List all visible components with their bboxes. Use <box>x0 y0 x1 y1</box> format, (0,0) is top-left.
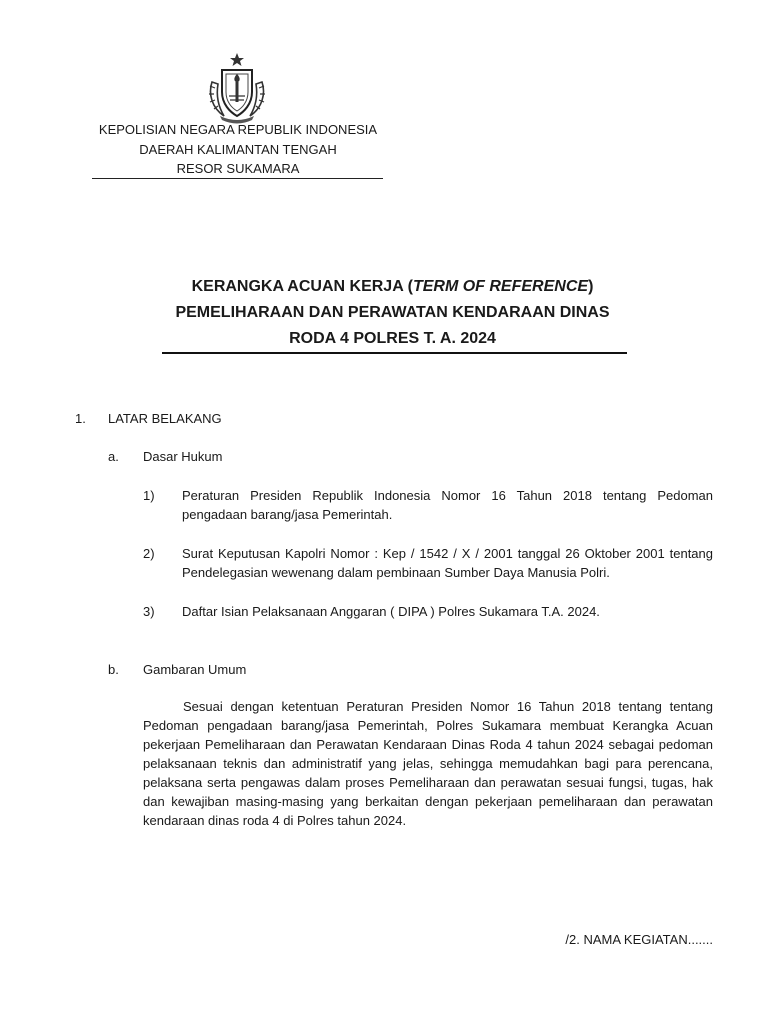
list-item-number: 2) <box>143 546 155 561</box>
subsection-heading-a: Dasar Hukum <box>143 449 223 464</box>
list-item-text: Peraturan Presiden Republik Indonesia Nomor 16 Tahun 2018 tentang Pedoman pengadaan barang/jasa Pemerintah. <box>182 488 713 522</box>
police-emblem-icon <box>202 52 272 124</box>
section-heading: LATAR BELAKANG <box>108 411 222 426</box>
continuation-marker: /2. NAMA KEGIATAN....... <box>565 932 713 947</box>
list-item-number: 1) <box>143 488 155 503</box>
header-line-region: DAERAH KALIMANTAN TENGAH <box>139 142 337 157</box>
section-number: 1. <box>75 411 86 426</box>
document-title-line2: PEMELIHARAAN DAN PERAWATAN KENDARAAN DINAS <box>175 304 610 321</box>
list-item-number: 3) <box>143 604 155 619</box>
title-underline <box>162 352 627 354</box>
header-line-institution: KEPOLISIAN NEGARA REPUBLIK INDONESIA <box>98 122 378 137</box>
subsection-letter-b: b. <box>108 662 119 677</box>
document-title-line3: RODA 4 POLRES T. A. 2024 <box>289 330 496 347</box>
list-item-text: Daftar Isian Pelaksanaan Anggaran ( DIPA ) Polres Sukamara T.A. 2024. <box>182 604 600 619</box>
list-item-text: Surat Keputusan Kapolri Nomor : Kep / 1542 / X / 2001 tanggal 26 Oktober 2001 tentang Pendelegasian wewenang dalam pembinaan Sumber Daya Manusia Polri. <box>182 546 713 580</box>
subsection-heading-b: Gambaran Umum <box>143 662 247 677</box>
general-overview-paragraph: Sesuai dengan ketentuan Peraturan Presiden Nomor 16 Tahun 2018 tentang tentang Pedoman pengadaan barang/jasa Pemerintah, Polres Sukamara membuat Kerangka Acuan pekerjaan Pemeliharaan dan Perawatan Kendaraan Dinas Roda 4 tahun 2024 sebagai pedoman pelaksanaan teknis dan administratif yang jelas, sehingga memudahkan bagi para perencana, pelaksana serta pengawas dalam proses Pemeliharaan dan perawatan sesuai fungsi, tugas, hak dan kewajiban masing-masing yang berkaitan dengan pekerjaan pemeliharaan dan perawatan kendaraan dinas roda 4 di Polres tahun 2024. <box>143 699 713 828</box>
document-title-line1: KERANGKA ACUAN KERJA (TERM OF REFERENCE) <box>191 278 594 295</box>
header-line-resort: RESOR SUKAMARA <box>176 161 300 176</box>
subsection-letter-a: a. <box>108 449 119 464</box>
header-divider <box>92 178 383 179</box>
